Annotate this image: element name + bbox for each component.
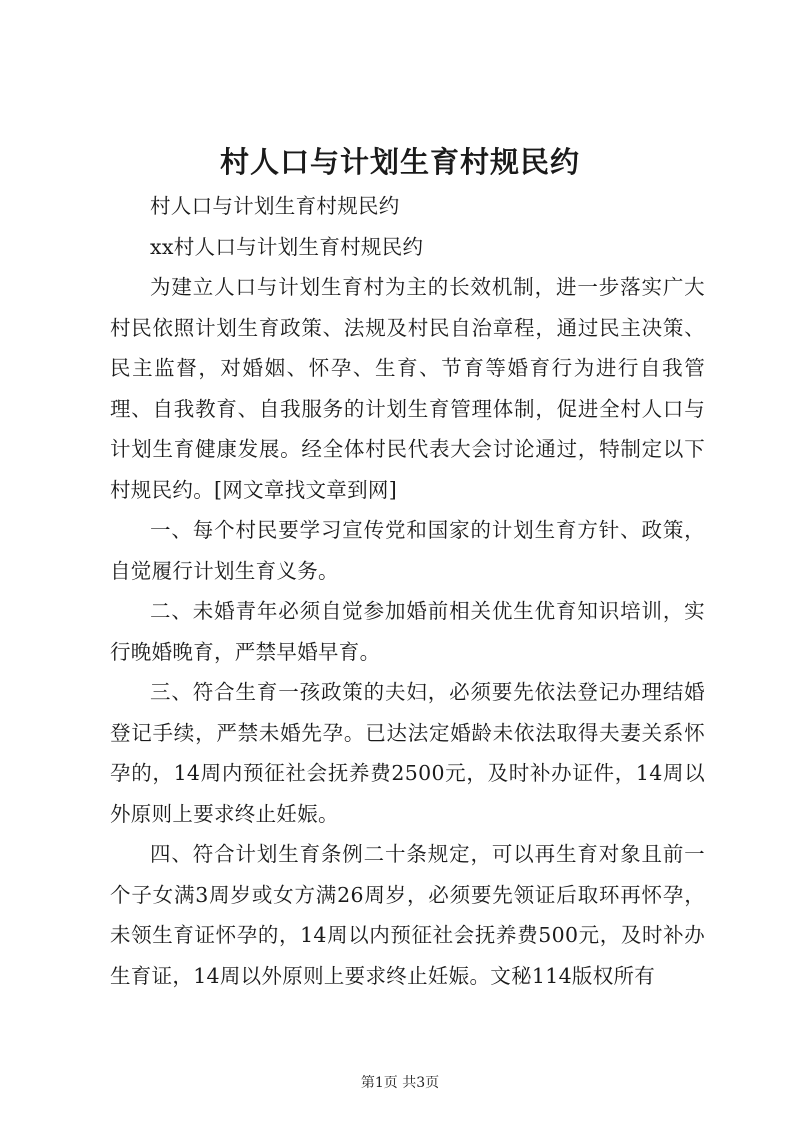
paragraph-preamble: 为建立人口与计划生育村为主的长效机制，进一步落实广大村民依照计划生育政策、法规及村民自治章程，通过民主决策、民主监督，对婚姻、怀孕、生育、节育等婚育行为进行自我管理、自我教育、自我服务的计划生育管理体制，促进全村人口与计划生育健康发展。经全体村民代表大会讨论通过，特制定以下村规民约。[网文章找文章到网] (110, 275, 705, 502)
document-title: 村人口与计划生育村规民约 (219, 145, 580, 179)
page-footer: 第1页 共3页 (360, 1075, 440, 1091)
paragraph-article-2: 二、未婚青年必须自觉参加婚前相关优生优育知识培训，实行晚婚晚育，严禁早婚早育。 (110, 599, 705, 664)
paragraph-article-1: 一、每个村民要学习宣传党和国家的计划生育方针、政策，自觉履行计划生育义务。 (110, 518, 705, 583)
document-body (110, 186, 705, 996)
paragraph-subtitle: 村人口与计划生育村规民约 (150, 194, 400, 218)
paragraph-village-heading: xx村人口与计划生育村规民约 (150, 234, 424, 259)
paragraph-article-3: 三、符合生育一孩政策的夫妇，必须要先依法登记办理结婚登记手续，严禁未婚先孕。已达法定婚龄未依法取得夫妻关系怀孕的，14周内预征社会抚养费2500元，及时补办证件，14周以外原则上要求终止妊娠。 (110, 680, 705, 826)
paragraph-article-4: 四、符合计划生育条例二十条规定，可以再生育对象且前一个子女满3周岁或女方满26周岁，必须要先领证后取环再怀孕，未领生育证怀孕的，14周以内预征社会抚养费500元，及时补办生育证，14周以外原则上要求终止妊娠。文秘114版权所有 (110, 842, 705, 988)
